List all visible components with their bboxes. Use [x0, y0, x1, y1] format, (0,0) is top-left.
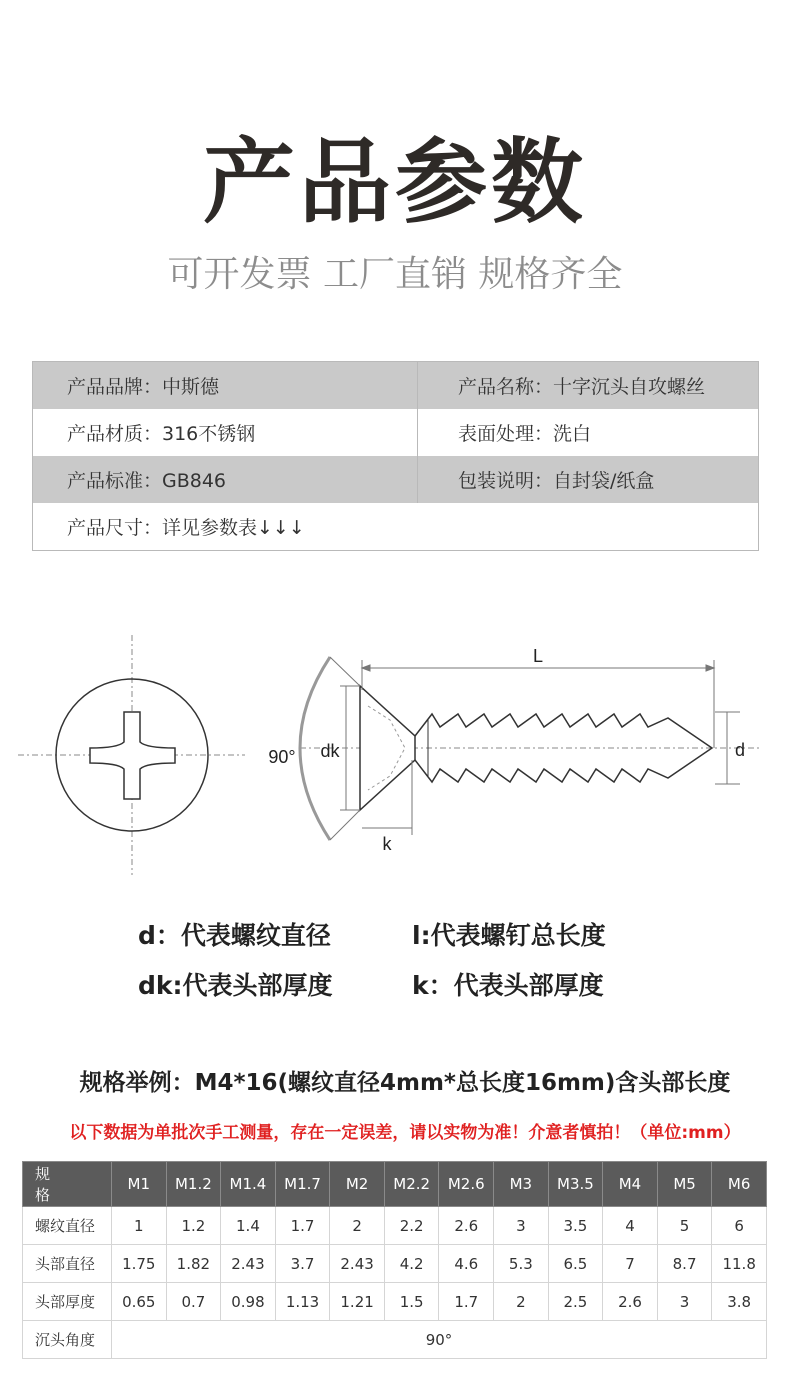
- table-cell: 3.7: [275, 1245, 330, 1283]
- label-dk: dk: [320, 741, 340, 761]
- legend-d: d：代表螺纹直径: [138, 921, 331, 950]
- corner-left: 规: [35, 1165, 51, 1183]
- table-cell: 1: [112, 1207, 167, 1245]
- product-info-table: [32, 361, 759, 551]
- label-L: L: [532, 646, 544, 666]
- table-cell: 1.13: [275, 1283, 330, 1321]
- table-cell: 3: [657, 1283, 712, 1321]
- table-cell: 6.5: [548, 1245, 603, 1283]
- table-cell: 0.7: [166, 1283, 221, 1321]
- row-label: 螺纹直径: [23, 1207, 112, 1245]
- label-d: d: [734, 740, 746, 760]
- info-row: [33, 409, 758, 456]
- spec-example: 规格举例：M4*16(螺纹直径4mm*总长度16mm)含头部长度: [79, 1070, 731, 1096]
- label-angle: 90°: [268, 747, 296, 767]
- measurement-warning: 以下数据为单批次手工测量，存在一定误差，请以实物为准！介意者慎拍！（单位:mm）: [69, 1123, 741, 1143]
- table-cell: 4.6: [439, 1245, 494, 1283]
- screw-diagram: [0, 620, 790, 890]
- table-cell: 2.6: [603, 1283, 658, 1321]
- table-cell: 2.5: [548, 1283, 603, 1321]
- table-cell: 1.21: [330, 1283, 385, 1321]
- table-cell: 2.43: [330, 1245, 385, 1283]
- table-cell: 1.2: [166, 1207, 221, 1245]
- size-header: M5: [657, 1162, 712, 1207]
- corner-right: 格: [35, 1186, 51, 1204]
- legend-k: k：代表头部厚度: [412, 971, 604, 1000]
- legend-dk: dk:代表头部厚度: [138, 971, 333, 1000]
- info-name: 产品名称：十字沉头自攻螺丝: [417, 362, 758, 409]
- legend-l: l:代表螺钉总长度: [412, 921, 606, 950]
- size-header: M3.5: [548, 1162, 603, 1207]
- spec-corner: [23, 1162, 112, 1207]
- size-header: M1: [112, 1162, 167, 1207]
- row-label: 头部直径: [23, 1245, 112, 1283]
- size-header: M2.6: [439, 1162, 494, 1207]
- table-cell: 2: [330, 1207, 385, 1245]
- table-cell: 1.7: [275, 1207, 330, 1245]
- table-cell: 2: [494, 1283, 549, 1321]
- row-label: 头部厚度: [23, 1283, 112, 1321]
- table-cell: 7: [603, 1245, 658, 1283]
- table-cell: 0.98: [221, 1283, 276, 1321]
- info-standard: 产品标准：GB846: [67, 470, 227, 492]
- table-row: [23, 1245, 767, 1283]
- info-brand: 产品品牌：中斯德: [67, 376, 220, 398]
- size-header: M4: [603, 1162, 658, 1207]
- table-row: [23, 1283, 767, 1321]
- table-cell: 1.4: [221, 1207, 276, 1245]
- size-header: M2: [330, 1162, 385, 1207]
- table-cell: 5: [657, 1207, 712, 1245]
- size-header: M1.4: [221, 1162, 276, 1207]
- angle-value: 90°: [112, 1321, 767, 1359]
- table-row: [23, 1321, 767, 1359]
- table-cell: 0.65: [112, 1283, 167, 1321]
- info-packing: 包装说明：自封袋/纸盒: [417, 456, 758, 503]
- table-row: [23, 1207, 767, 1245]
- table-cell: 2.2: [384, 1207, 439, 1245]
- table-cell: 1.75: [112, 1245, 167, 1283]
- table-cell: 6: [712, 1207, 767, 1245]
- table-cell: 1.5: [384, 1283, 439, 1321]
- info-row: [33, 503, 758, 550]
- page-subtitle: 可开发票 工厂直销 规格齐全: [167, 254, 623, 295]
- page-title: 产品参数: [202, 129, 587, 236]
- screw-side-view: [300, 686, 762, 810]
- table-cell: 2.6: [439, 1207, 494, 1245]
- table-cell: 11.8: [712, 1245, 767, 1283]
- table-cell: 1.82: [166, 1245, 221, 1283]
- table-cell: 3.5: [548, 1207, 603, 1245]
- info-size: 产品尺寸：详见参数表↓↓↓: [67, 517, 305, 539]
- size-header: M3: [494, 1162, 549, 1207]
- table-cell: 8.7: [657, 1245, 712, 1283]
- table-cell: 4.2: [384, 1245, 439, 1283]
- row-label: 沉头角度: [23, 1321, 112, 1359]
- table-cell: 2.43: [221, 1245, 276, 1283]
- table-cell: 4: [603, 1207, 658, 1245]
- spec-header-row: [23, 1162, 767, 1207]
- table-cell: 3: [494, 1207, 549, 1245]
- info-surface: 表面处理：洗白: [417, 409, 758, 456]
- info-row: [33, 456, 758, 503]
- info-material: 产品材质：316不锈钢: [67, 423, 256, 445]
- info-row: [33, 362, 758, 409]
- size-header: M2.2: [384, 1162, 439, 1207]
- table-cell: 5.3: [494, 1245, 549, 1283]
- size-header: M6: [712, 1162, 767, 1207]
- spec-table: [22, 1161, 767, 1359]
- screw-head-top-view: [18, 635, 245, 875]
- table-cell: 1.7: [439, 1283, 494, 1321]
- table-cell: 3.8: [712, 1283, 767, 1321]
- size-header: M1.2: [166, 1162, 221, 1207]
- label-k: k: [382, 834, 392, 854]
- size-header: M1.7: [275, 1162, 330, 1207]
